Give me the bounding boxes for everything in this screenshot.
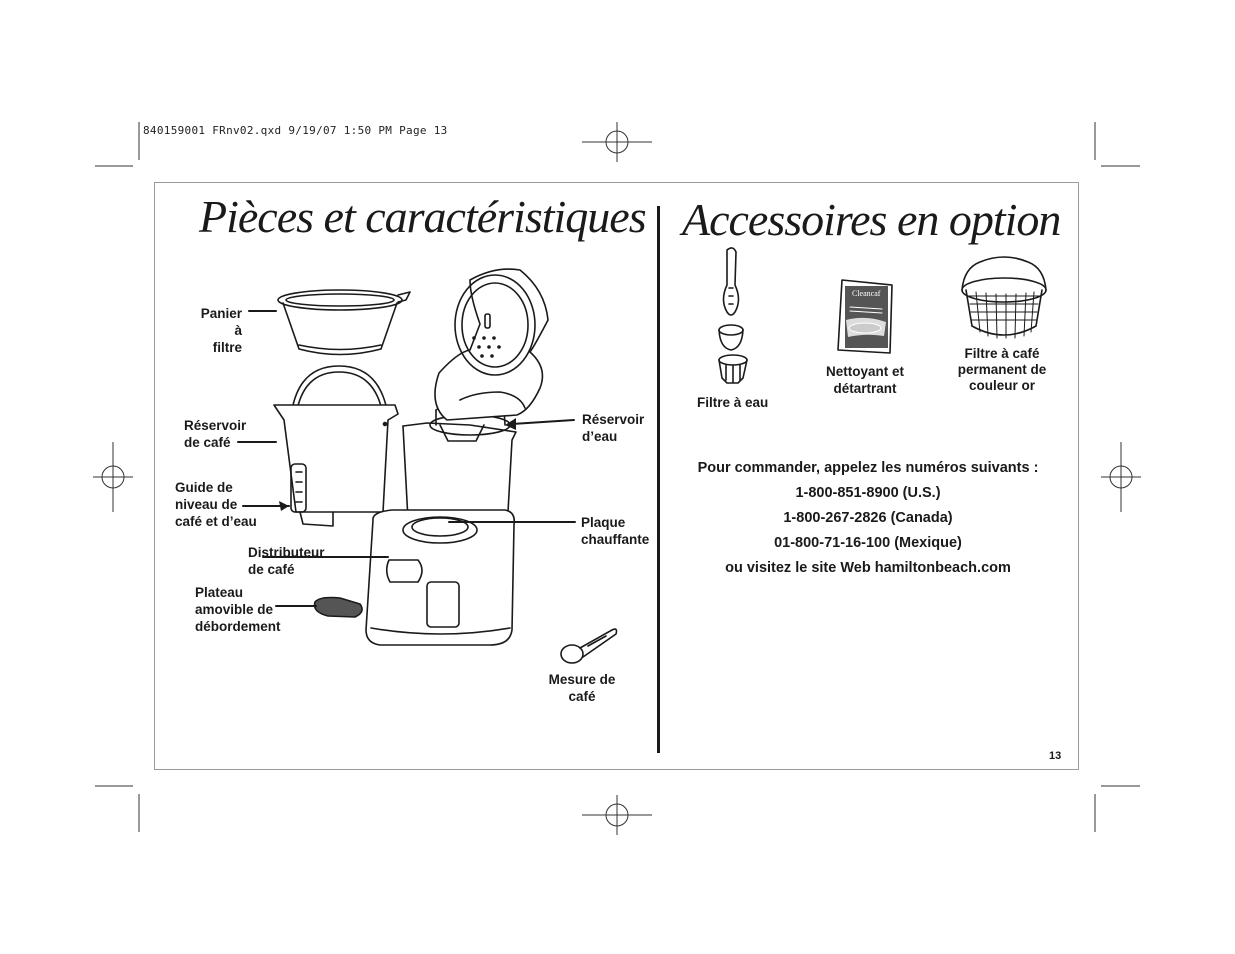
water-filter-drawing: [719, 248, 747, 383]
website-line: ou visitez le site Web hamiltonbeach.com: [725, 560, 1011, 576]
phone-mexico: 01-800-71-16-100 (Mexique): [774, 535, 962, 551]
label-gold-filter: Filtre à café permanent de couleur or: [957, 346, 1047, 393]
label-water-reservoir: Réservoir d’eau: [582, 412, 645, 444]
phone-us: 1-800-851-8900 (U.S.): [795, 485, 941, 501]
print-slug: 840159001 FRnv02.qxd 9/19/07 1:50 PM Page 13: [143, 124, 448, 137]
label-coffee-reservoir: Réservoir de café: [184, 418, 247, 450]
label-level-guide: Guide de niveau de café et d’eau: [175, 480, 257, 529]
label-warming-plate: Plaque chauffante: [581, 515, 650, 547]
order-intro: Pour commander, appelez les numéros suivants :: [697, 460, 1039, 476]
parts-title: Pièces et caractéristiques: [199, 191, 646, 242]
accessories-title: Accessoires en option: [682, 194, 1061, 245]
basket-filter-drawing: [278, 290, 410, 355]
drip-tray-drawing: [315, 598, 363, 618]
coffeemaker-body-drawing: [366, 269, 548, 645]
carafe-drawing: [274, 366, 398, 526]
label-coffee-scoop: Mesure de café: [548, 672, 616, 704]
phone-canada: 1-800-267-2826 (Canada): [783, 510, 953, 526]
label-basket-filter: Panier à filtre: [200, 306, 242, 355]
coffee-scoop-drawing: [561, 629, 617, 663]
cleaner-box-brand: Cleancaf: [852, 289, 881, 298]
label-dispenser: Distributeur de café: [248, 545, 325, 577]
label-drip-tray: Plateau amovible de débordement: [195, 585, 281, 634]
label-water-filter: Filtre à eau: [697, 395, 769, 410]
label-cleaner: Nettoyant et détartrant: [825, 364, 904, 396]
order-info: [680, 456, 1056, 581]
page-number: 13: [1049, 750, 1062, 762]
gold-filter-drawing: [962, 257, 1046, 338]
